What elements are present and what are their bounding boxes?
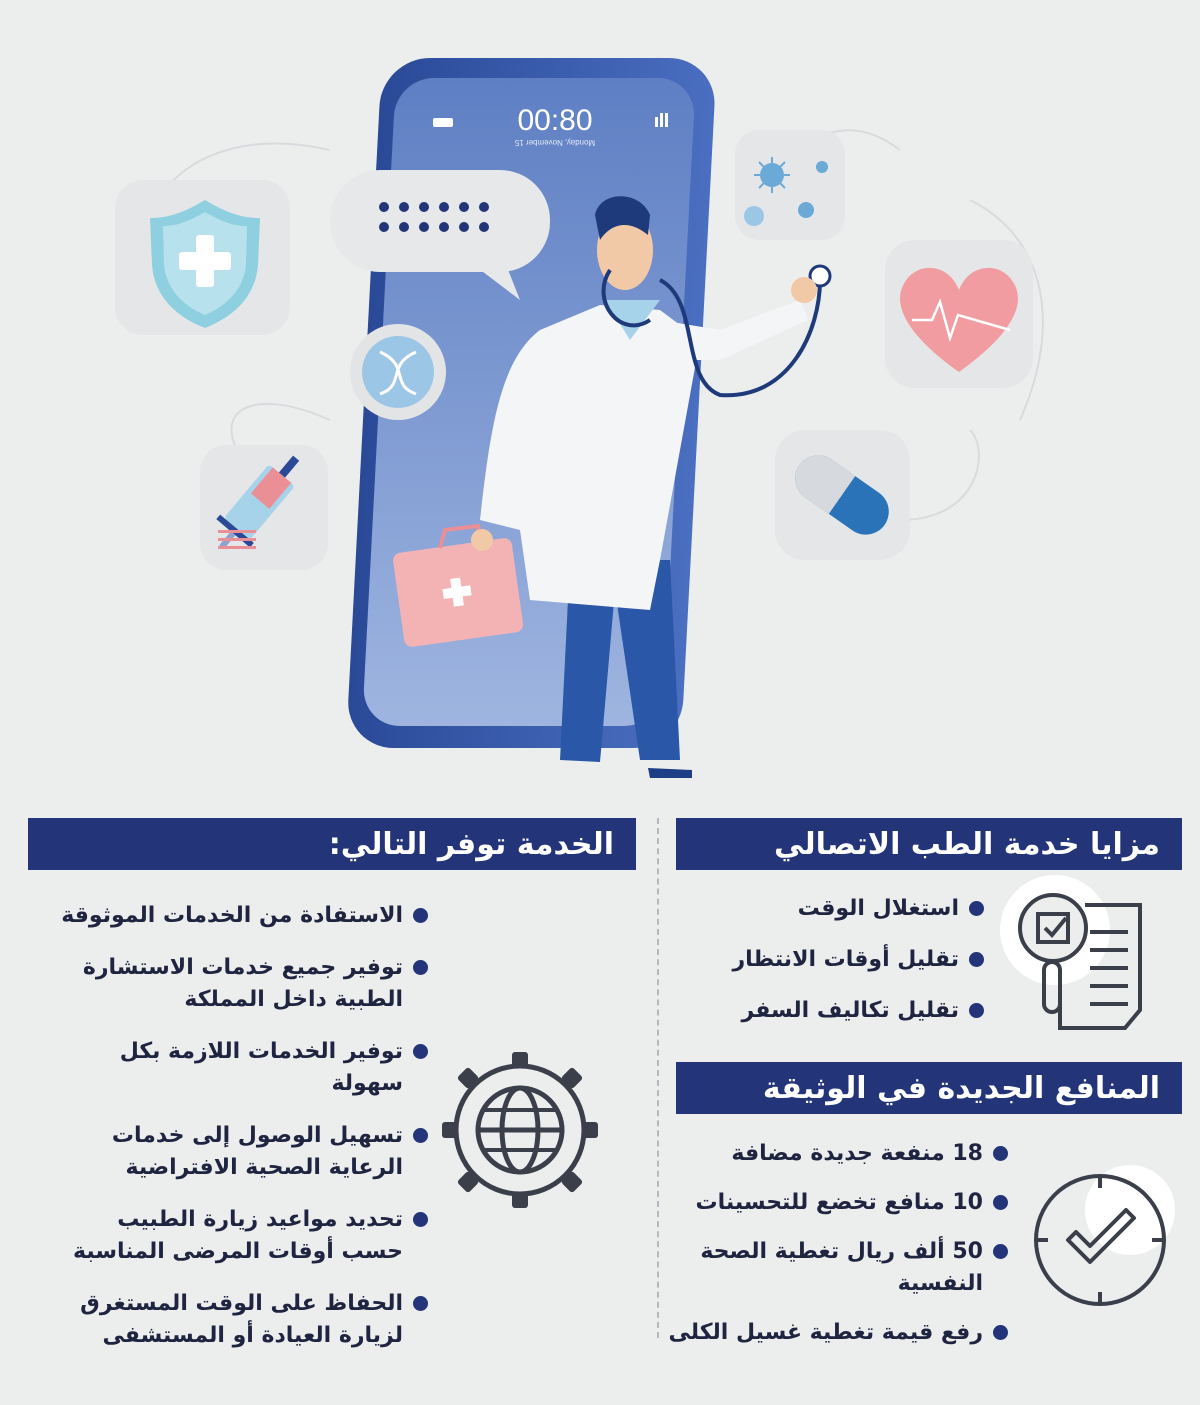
services-title-text: الخدمة توفر التالي:: [328, 826, 614, 862]
list-item: تقليل أوقات الانتظار: [732, 944, 984, 976]
bullet-icon: [993, 1244, 1008, 1259]
benefits-list: [732, 893, 984, 1027]
services-title: [28, 818, 636, 870]
document-magnifier-icon: [1000, 870, 1160, 1040]
bullet-icon: [413, 908, 428, 923]
list-item: توفير الخدمات اللازمة بكل سهولة: [61, 1036, 428, 1100]
list-item: الاستفادة من الخدمات الموثوقة: [61, 900, 428, 932]
list-item: تقليل تكاليف السفر: [732, 995, 984, 1027]
dna-icon: [350, 324, 446, 420]
bullet-icon: [993, 1325, 1008, 1340]
column-divider: [657, 818, 659, 1338]
heart-pulse-icon: [885, 240, 1033, 388]
syringe-icon: [200, 444, 328, 570]
bullet-icon: [413, 1128, 428, 1143]
list-item: تسهيل الوصول إلى خدمات الرعاية الصحية الافتراضية: [61, 1120, 428, 1184]
services-list: [61, 900, 428, 1352]
phone-time: 00:80: [517, 104, 593, 137]
virus-icon: [735, 130, 845, 240]
new-benefits-title: [676, 1062, 1182, 1114]
capsule-icon: [775, 430, 910, 560]
new-benefits-list: [668, 1138, 1008, 1349]
bullet-icon: [969, 952, 984, 967]
new-benefits-title-text: المنافع الجديدة في الوثيقة: [762, 1070, 1160, 1106]
list-item: 10 منافع تخضع للتحسينات: [668, 1187, 1008, 1219]
benefits-title: [676, 818, 1182, 870]
bullet-icon: [993, 1195, 1008, 1210]
bullet-icon: [969, 1003, 984, 1018]
bullet-icon: [413, 1044, 428, 1059]
bullet-icon: [413, 1296, 428, 1311]
bullet-icon: [413, 960, 428, 975]
list-item: رفع قيمة تغطية غسيل الكلى: [668, 1317, 1008, 1349]
benefits-title-text: مزايا خدمة الطب الاتصالي: [774, 826, 1160, 862]
bullet-icon: [969, 901, 984, 916]
list-item: استغلال الوقت: [732, 893, 984, 925]
phone-date: Monday, November 15: [514, 138, 596, 147]
bullet-icon: [993, 1146, 1008, 1161]
list-item: تحديد مواعيد زيارة الطبيب حسب أوقات المرضى المناسبة: [61, 1204, 428, 1268]
globe-gear-icon: [440, 1050, 600, 1210]
bullet-icon: [413, 1212, 428, 1227]
list-item: الحفاظ على الوقت المستغرق لزيارة العيادة أو المستشفى: [61, 1288, 428, 1352]
list-item: توفير جميع خدمات الاستشارة الطبية داخل المملكة: [61, 952, 428, 1016]
checkmark-circle-icon: [1030, 1160, 1180, 1320]
shield-plus-icon: [115, 180, 290, 335]
list-item: 18 منفعة جديدة مضافة: [668, 1138, 1008, 1170]
list-item: 50 ألف ريال تغطية الصحة النفسية: [668, 1236, 1008, 1300]
